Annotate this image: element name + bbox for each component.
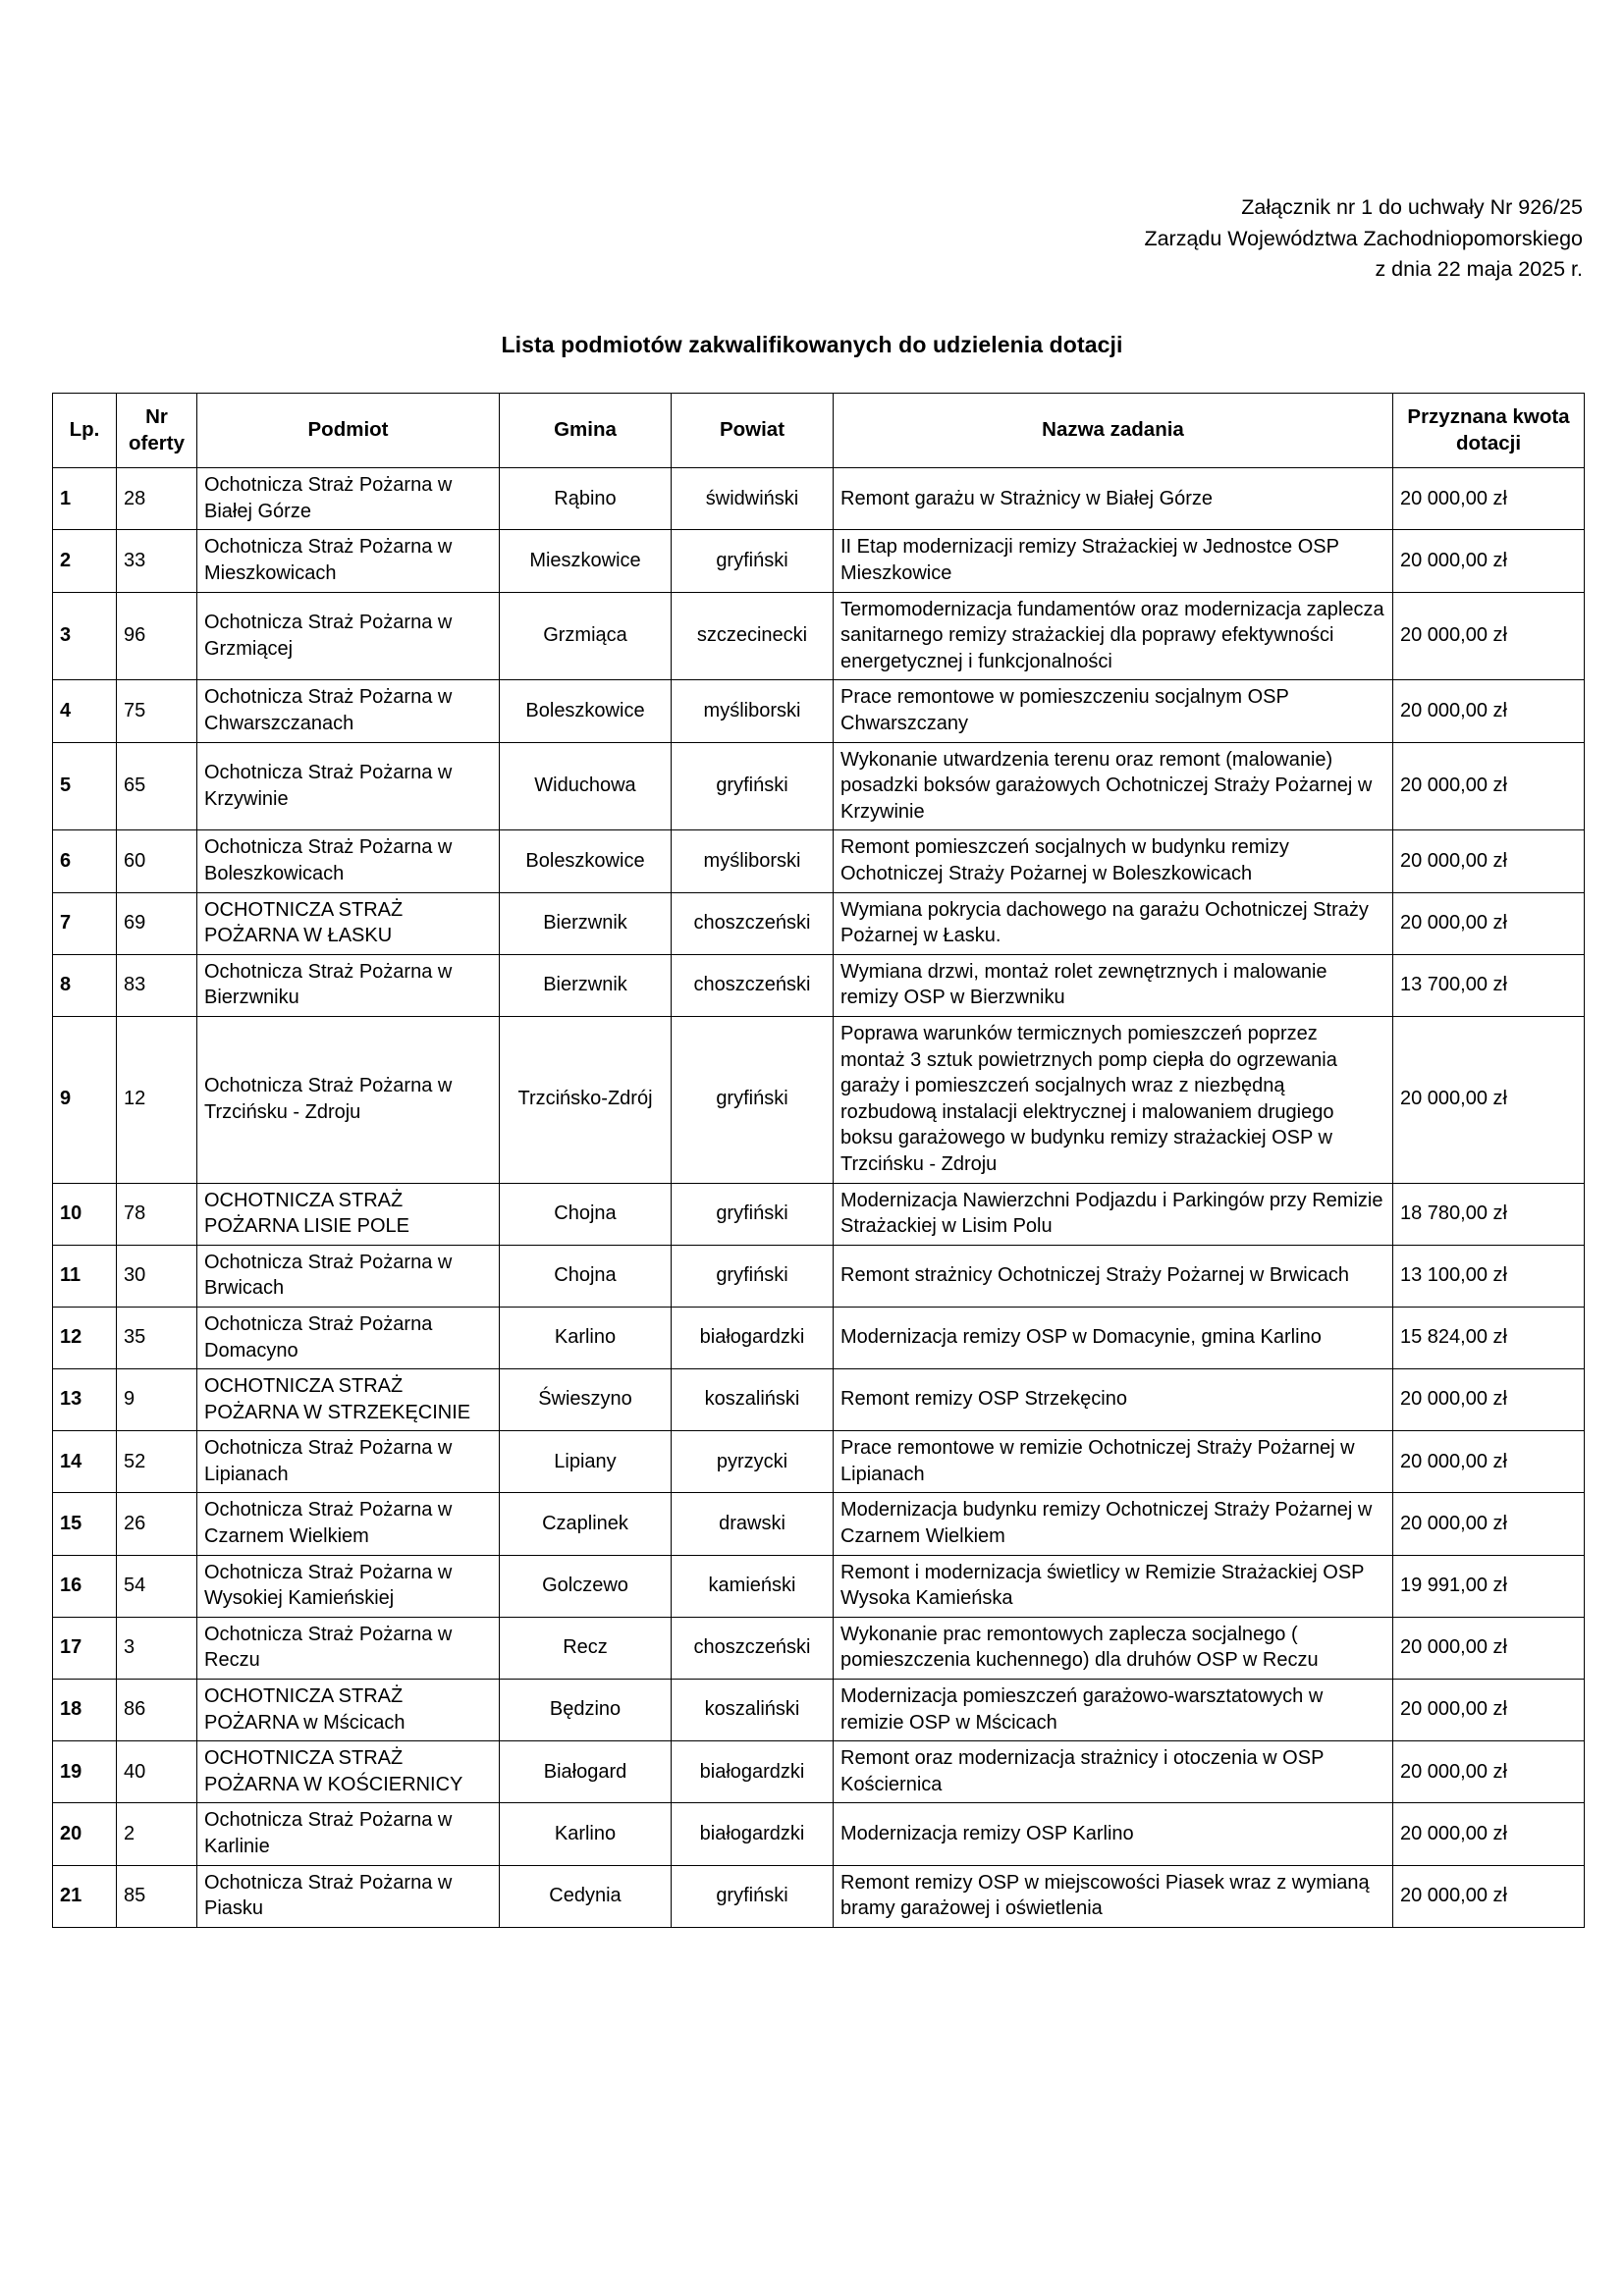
cell-podmiot: Ochotnicza Straż Pożarna w Chwarszczanach [197,680,500,742]
cell-nr: 65 [117,742,197,830]
table-row [53,892,1585,954]
table-row [53,1016,1585,1183]
cell-podmiot: Ochotnicza Straż Pożarna w Trzcińsku - Zdroju [197,1016,500,1183]
cell-gmina: Cedynia [500,1865,672,1927]
cell-lp: 3 [53,592,117,680]
cell-nr: 12 [117,1016,197,1183]
cell-powiat: myśliborski [672,680,834,742]
cell-kwota: 20 000,00 zł [1393,892,1585,954]
cell-lp: 10 [53,1183,117,1245]
cell-kwota: 19 991,00 zł [1393,1555,1585,1617]
cell-nr: 86 [117,1680,197,1741]
table-row [53,468,1585,530]
cell-gmina: Chojna [500,1245,672,1307]
table-row [53,1493,1585,1555]
cell-podmiot: Ochotnicza Straż Pożarna w Lipianach [197,1431,500,1493]
cell-kwota: 20 000,00 zł [1393,830,1585,892]
cell-nr: 2 [117,1803,197,1865]
cell-nr: 75 [117,680,197,742]
cell-powiat: gryfiński [672,742,834,830]
cell-gmina: Boleszkowice [500,680,672,742]
table-row [53,1307,1585,1368]
cell-kwota: 20 000,00 zł [1393,1741,1585,1803]
cell-kwota: 20 000,00 zł [1393,1617,1585,1679]
table-row [53,1803,1585,1865]
cell-zadanie: Remont remizy OSP w miejscowości Piasek wraz z wymianą bramy garażowej i oświetlenia [834,1865,1393,1927]
cell-zadanie: Termomodernizacja fundamentów oraz modernizacja zaplecza sanitarnego remizy strażackiej dla poprawy efektywności energetycznej i funkcjonalności [834,592,1393,680]
table-row [53,830,1585,892]
cell-podmiot: Ochotnicza Straż Pożarna w Karlinie [197,1803,500,1865]
cell-gmina: Grzmiąca [500,592,672,680]
cell-lp: 7 [53,892,117,954]
cell-kwota: 20 000,00 zł [1393,1431,1585,1493]
cell-gmina: Bierzwnik [500,954,672,1016]
cell-zadanie: Remont i modernizacja świetlicy w Remizie Strażackiej OSP Wysoka Kamieńska [834,1555,1393,1617]
cell-podmiot: OCHOTNICZA STRAŻ POŻARNA w Mścicach [197,1680,500,1741]
cell-kwota: 13 700,00 zł [1393,954,1585,1016]
column-header-nr: Nr oferty [117,394,197,468]
cell-podmiot: Ochotnicza Straż Pożarna w Brwicach [197,1245,500,1307]
table-row [53,1865,1585,1927]
cell-powiat: białogardzki [672,1741,834,1803]
column-header-podmiot: Podmiot [197,394,500,468]
column-header-lp: Lp. [53,394,117,468]
column-header-powiat: Powiat [672,394,834,468]
cell-lp: 2 [53,530,117,592]
cell-podmiot: Ochotnicza Straż Pożarna w Mieszkowicach [197,530,500,592]
cell-kwota: 20 000,00 zł [1393,468,1585,530]
cell-gmina: Golczewo [500,1555,672,1617]
cell-kwota: 20 000,00 zł [1393,1016,1585,1183]
cell-lp: 18 [53,1680,117,1741]
cell-zadanie: Modernizacja remizy OSP w Domacynie, gmina Karlino [834,1307,1393,1368]
table-head [53,394,1585,468]
cell-gmina: Rąbino [500,468,672,530]
cell-powiat: myśliborski [672,830,834,892]
cell-zadanie: Modernizacja Nawierzchni Podjazdu i Parkingów przy Remizie Strażackiej w Lisim Polu [834,1183,1393,1245]
cell-gmina: Będzino [500,1680,672,1741]
cell-zadanie: Wymiana pokrycia dachowego na garażu Ochotniczej Straży Pożarnej w Łasku. [834,892,1393,954]
cell-nr: 60 [117,830,197,892]
cell-powiat: choszczeński [672,1617,834,1679]
cell-powiat: gryfiński [672,530,834,592]
cell-podmiot: OCHOTNICZA STRAŻ POŻARNA LISIE POLE [197,1183,500,1245]
table-row [53,742,1585,830]
cell-kwota: 18 780,00 zł [1393,1183,1585,1245]
cell-powiat: gryfiński [672,1865,834,1927]
cell-podmiot: Ochotnicza Straż Pożarna w Piasku [197,1865,500,1927]
header-line-3: z dnia 22 maja 2025 r. [1375,257,1583,282]
cell-podmiot: Ochotnicza Straż Pożarna w Białej Górze [197,468,500,530]
cell-powiat: choszczeński [672,892,834,954]
column-header-gmina: Gmina [500,394,672,468]
cell-lp: 14 [53,1431,117,1493]
cell-zadanie: Prace remontowe w pomieszczeniu socjalnym OSP Chwarszczany [834,680,1393,742]
cell-gmina: Trzcińsko-Zdrój [500,1016,672,1183]
cell-lp: 8 [53,954,117,1016]
cell-powiat: gryfiński [672,1016,834,1183]
cell-gmina: Czaplinek [500,1493,672,1555]
cell-powiat: szczecinecki [672,592,834,680]
cell-lp: 12 [53,1307,117,1368]
cell-powiat: gryfiński [672,1183,834,1245]
table-row [53,680,1585,742]
cell-lp: 5 [53,742,117,830]
cell-lp: 1 [53,468,117,530]
cell-podmiot: Ochotnicza Straż Pożarna w Reczu [197,1617,500,1679]
cell-nr: 30 [117,1245,197,1307]
cell-nr: 33 [117,530,197,592]
cell-nr: 85 [117,1865,197,1927]
cell-lp: 6 [53,830,117,892]
cell-nr: 54 [117,1555,197,1617]
cell-lp: 9 [53,1016,117,1183]
cell-zadanie: Remont oraz modernizacja strażnicy i otoczenia w OSP Kościernica [834,1741,1393,1803]
column-header-kwota: Przyznana kwota dotacji [1393,394,1585,468]
cell-kwota: 20 000,00 zł [1393,680,1585,742]
table-row [53,1741,1585,1803]
cell-zadanie: Modernizacja budynku remizy Ochotniczej Straży Pożarnej w Czarnem Wielkiem [834,1493,1393,1555]
cell-kwota: 20 000,00 zł [1393,1680,1585,1741]
cell-kwota: 20 000,00 zł [1393,1803,1585,1865]
cell-nr: 26 [117,1493,197,1555]
cell-zadanie: Wykonanie utwardzenia terenu oraz remont (malowanie) posadzki boksów garażowych Ochotniczej Straży Pożarnej w Krzywinie [834,742,1393,830]
cell-lp: 21 [53,1865,117,1927]
table-row [53,1555,1585,1617]
cell-nr: 69 [117,892,197,954]
cell-zadanie: Remont garażu w Strażnicy w Białej Górze [834,468,1393,530]
cell-gmina: Chojna [500,1183,672,1245]
table-row [53,1680,1585,1741]
table-row [53,1431,1585,1493]
cell-podmiot: OCHOTNICZA STRAŻ POŻARNA W KOŚCIERNICY [197,1741,500,1803]
cell-powiat: koszaliński [672,1369,834,1431]
cell-zadanie: Poprawa warunków termicznych pomieszczeń poprzez montaż 3 sztuk powietrznych pomp ciepła do ogrzewania garaży i pomieszczeń socjalnych wraz z niezbędną rozbudową instalacji elektrycznej i malowaniem drugiego boksu garażowego w budynku remizy strażackiej OSP w Trzcińsku - Zdroju [834,1016,1393,1183]
cell-kwota: 20 000,00 zł [1393,1369,1585,1431]
cell-gmina: Świeszyno [500,1369,672,1431]
cell-lp: 11 [53,1245,117,1307]
cell-lp: 15 [53,1493,117,1555]
cell-kwota: 15 824,00 zł [1393,1307,1585,1368]
cell-gmina: Karlino [500,1307,672,1368]
cell-powiat: koszaliński [672,1680,834,1741]
table-row [53,1617,1585,1679]
cell-powiat: białogardzki [672,1307,834,1368]
cell-lp: 16 [53,1555,117,1617]
table-row [53,1369,1585,1431]
grant-table-container [52,393,1584,1928]
table-row [53,592,1585,680]
table-row [53,1183,1585,1245]
cell-zadanie: Wykonanie prac remontowych zaplecza socjalnego ( pomieszczenia kuchennego) dla druhów OSP w Reczu [834,1617,1393,1679]
cell-podmiot: Ochotnicza Straż Pożarna w Czarnem Wielkiem [197,1493,500,1555]
table-row [53,530,1585,592]
cell-lp: 20 [53,1803,117,1865]
cell-zadanie: Remont remizy OSP Strzekęcino [834,1369,1393,1431]
cell-kwota: 13 100,00 zł [1393,1245,1585,1307]
cell-zadanie: Wymiana drzwi, montaż rolet zewnętrznych i malowanie remizy OSP w Bierzwniku [834,954,1393,1016]
cell-powiat: pyrzycki [672,1431,834,1493]
column-header-zadanie: Nazwa zadania [834,394,1393,468]
cell-powiat: kamieński [672,1555,834,1617]
cell-zadanie: Modernizacja remizy OSP Karlino [834,1803,1393,1865]
cell-gmina: Boleszkowice [500,830,672,892]
cell-powiat: drawski [672,1493,834,1555]
cell-powiat: choszczeński [672,954,834,1016]
grant-table [52,393,1585,1928]
cell-podmiot: OCHOTNICZA STRAŻ POŻARNA W ŁASKU [197,892,500,954]
cell-zadanie: Remont pomieszczeń socjalnych w budynku remizy Ochotniczej Straży Pożarnej w Boleszkowicach [834,830,1393,892]
cell-zadanie: Prace remontowe w remizie Ochotniczej Straży Pożarnej w Lipianach [834,1431,1393,1493]
document-header-block [1144,192,1583,286]
cell-podmiot: Ochotnicza Straż Pożarna w Krzywinie [197,742,500,830]
cell-nr: 96 [117,592,197,680]
cell-zadanie: II Etap modernizacji remizy Strażackiej w Jednostce OSP Mieszkowice [834,530,1393,592]
cell-gmina: Mieszkowice [500,530,672,592]
cell-nr: 52 [117,1431,197,1493]
cell-gmina: Lipiany [500,1431,672,1493]
cell-gmina: Bierzwnik [500,892,672,954]
cell-podmiot: Ochotnicza Straż Pożarna w Bierzwniku [197,954,500,1016]
table-body [53,468,1585,1928]
cell-nr: 83 [117,954,197,1016]
cell-nr: 35 [117,1307,197,1368]
header-line-1: Załącznik nr 1 do uchwały Nr 926/25 [1241,195,1583,219]
cell-lp: 13 [53,1369,117,1431]
header-line-2: Zarządu Województwa Zachodniopomorskiego [1144,226,1583,250]
cell-zadanie: Modernizacja pomieszczeń garażowo-warsztatowych w remizie OSP w Mścicach [834,1680,1393,1741]
cell-podmiot: Ochotnicza Straż Pożarna w Boleszkowicach [197,830,500,892]
cell-zadanie: Remont strażnicy Ochotniczej Straży Pożarnej w Brwicach [834,1245,1393,1307]
table-header-row [53,394,1585,468]
cell-gmina: Karlino [500,1803,672,1865]
cell-nr: 78 [117,1183,197,1245]
cell-kwota: 20 000,00 zł [1393,1493,1585,1555]
cell-lp: 19 [53,1741,117,1803]
cell-nr: 40 [117,1741,197,1803]
cell-gmina: Widuchowa [500,742,672,830]
table-row [53,954,1585,1016]
cell-kwota: 20 000,00 zł [1393,742,1585,830]
cell-nr: 9 [117,1369,197,1431]
cell-powiat: gryfiński [672,1245,834,1307]
cell-podmiot: Ochotnicza Straż Pożarna Domacyno [197,1307,500,1368]
cell-podmiot: Ochotnicza Straż Pożarna w Wysokiej Kamieńskiej [197,1555,500,1617]
cell-lp: 4 [53,680,117,742]
cell-gmina: Recz [500,1617,672,1679]
cell-kwota: 20 000,00 zł [1393,592,1585,680]
cell-powiat: świdwiński [672,468,834,530]
cell-nr: 3 [117,1617,197,1679]
page-title: Lista podmiotów zakwalifikowanych do udzielenia dotacji [501,332,1123,357]
cell-powiat: białogardzki [672,1803,834,1865]
cell-lp: 17 [53,1617,117,1679]
cell-podmiot: OCHOTNICZA STRAŻ POŻARNA W STRZEKĘCINIE [197,1369,500,1431]
cell-kwota: 20 000,00 zł [1393,1865,1585,1927]
cell-podmiot: Ochotnicza Straż Pożarna w Grzmiącej [197,592,500,680]
cell-gmina: Białogard [500,1741,672,1803]
cell-nr: 28 [117,468,197,530]
cell-kwota: 20 000,00 zł [1393,530,1585,592]
table-row [53,1245,1585,1307]
